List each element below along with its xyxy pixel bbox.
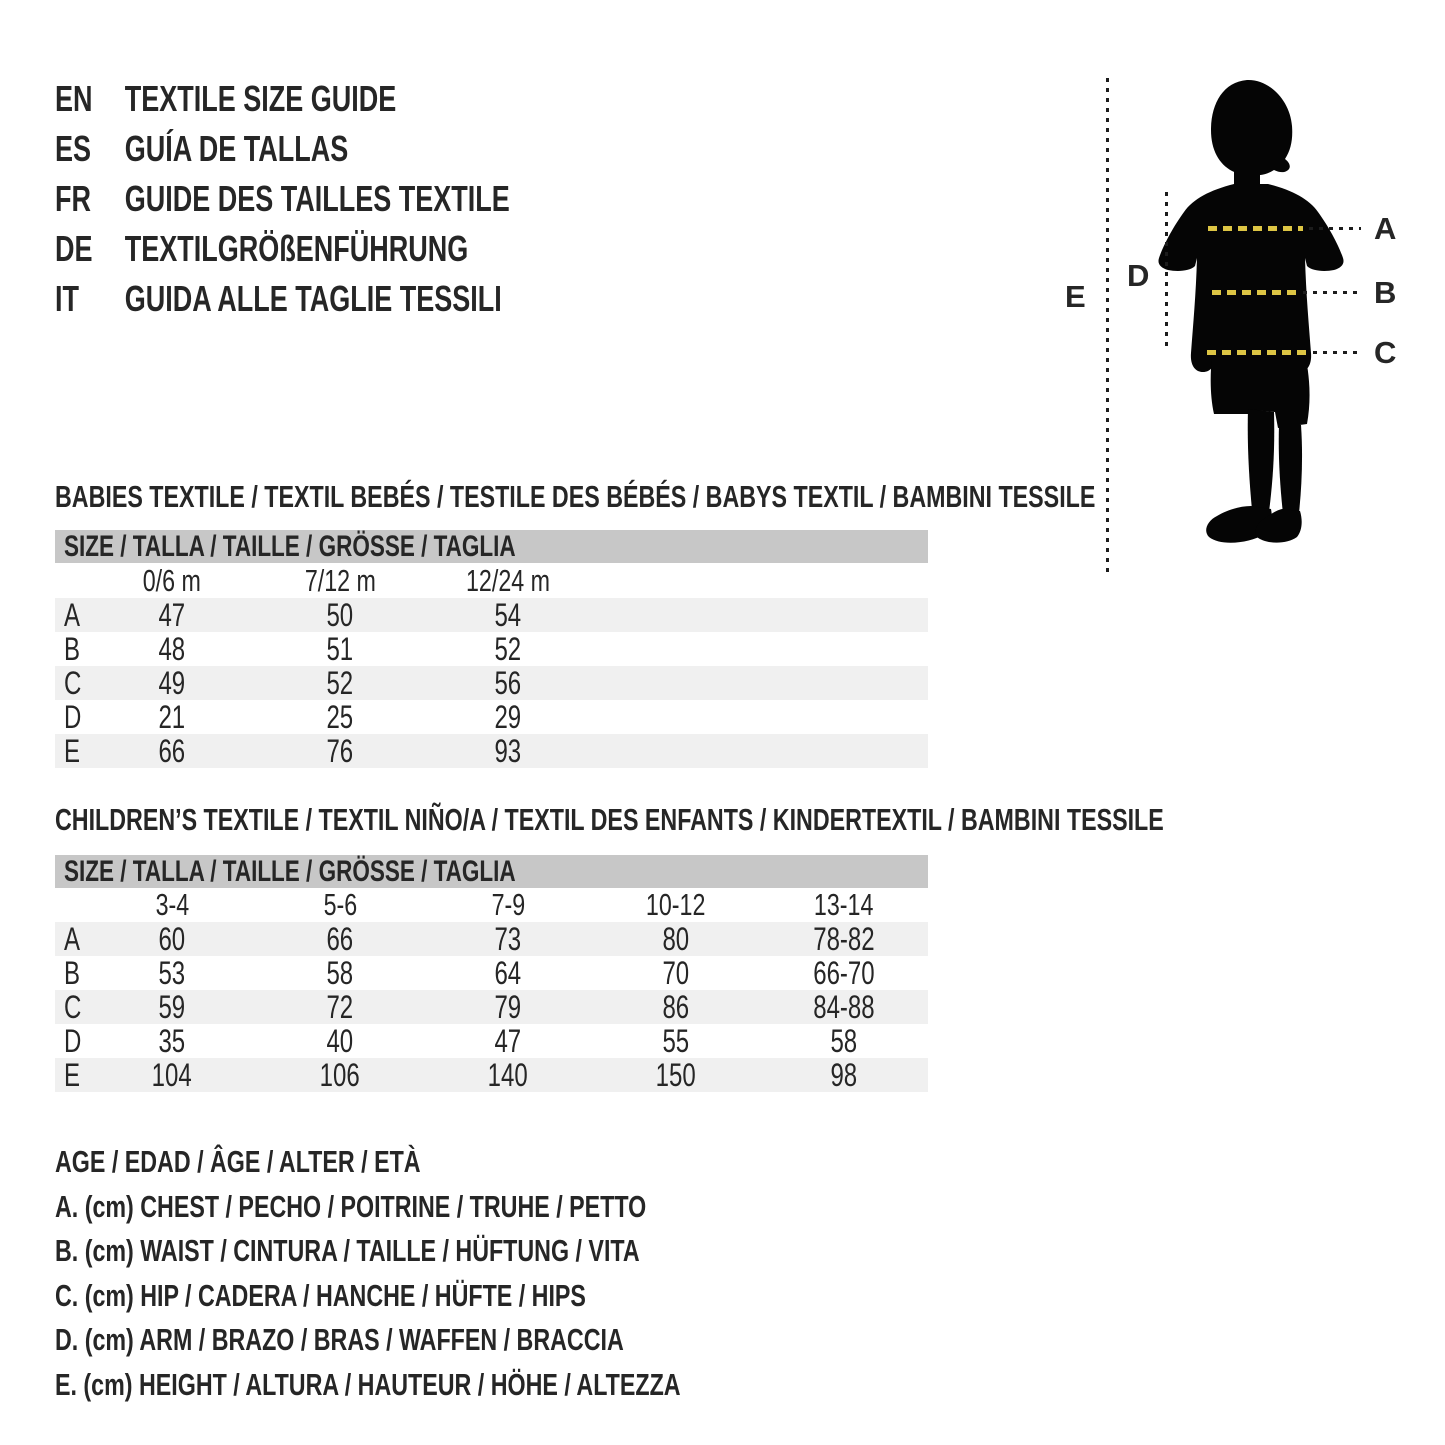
value-cell (592, 665, 760, 702)
value-cell (256, 921, 424, 958)
row-label: B (64, 954, 81, 991)
legend-line (55, 1274, 889, 1319)
row-label: D (64, 1022, 82, 1059)
language-title-line (55, 174, 661, 224)
cell-value: 35 (158, 1022, 186, 1059)
babies-column-header-row (55, 563, 928, 598)
column-header: 10-12 (646, 887, 706, 922)
value-cell (424, 597, 592, 634)
children-size-table (55, 855, 928, 1092)
guide-title: TEXTILE SIZE GUIDE (124, 78, 397, 119)
value-cell (256, 597, 424, 634)
row-label-cell (55, 989, 88, 1026)
cell-value: 73 (494, 920, 522, 957)
table-row (55, 922, 928, 956)
row-label-cell (55, 597, 88, 634)
cell-value: 52 (326, 664, 354, 701)
row-label: C (64, 664, 82, 701)
cell-value: 80 (662, 920, 690, 957)
cell-value: 58 (326, 954, 354, 991)
column-header: 12/24 m (465, 562, 550, 598)
cell-value: 140 (487, 1056, 529, 1093)
children-column-header-row (55, 888, 928, 922)
cell-value: 48 (158, 630, 186, 667)
value-cell (88, 699, 256, 736)
row-label-cell (55, 1057, 88, 1094)
babies-size-header-label: SIZE / TALLA / TAILLE / GRÖSSE / TAGLIA (64, 529, 516, 563)
value-cell (760, 955, 928, 992)
guide-title: GUÍA DE TALLAS (124, 128, 349, 169)
value-cell (760, 989, 928, 1026)
row-label-cell (55, 631, 88, 668)
value-cell (592, 597, 760, 634)
waist-dot-line-B (1303, 291, 1361, 294)
babies-size-header-bar (55, 530, 928, 563)
language-code: IT (55, 278, 79, 319)
value-cell (592, 955, 760, 992)
cell-value: 50 (326, 596, 354, 633)
cell-value: 66 (326, 920, 354, 957)
value-cell (424, 1023, 592, 1060)
cell-value: 84-88 (813, 988, 875, 1025)
cell-value: 150 (655, 1056, 697, 1093)
value-cell (424, 631, 592, 668)
value-cell (88, 1023, 256, 1060)
value-cell (760, 631, 928, 668)
value-cell (88, 1057, 256, 1094)
language-code: ES (55, 128, 92, 169)
cell-value: 98 (830, 1056, 858, 1093)
table-row (55, 666, 928, 700)
value-cell (256, 699, 424, 736)
cell-value: 86 (662, 988, 690, 1025)
legend-line-text: C. (cm) HIP / CADERA / HANCHE / HÜFTE / HIPS (55, 1277, 586, 1313)
cell-value: 106 (319, 1056, 361, 1093)
value-cell (424, 733, 592, 770)
value-cell (760, 665, 928, 702)
legend-line (55, 1185, 889, 1230)
table-row (55, 598, 928, 632)
value-cell (592, 1057, 760, 1094)
value-cell (592, 989, 760, 1026)
value-cell (256, 989, 424, 1026)
cell-value: 56 (494, 664, 522, 701)
cell-value: 104 (151, 1056, 193, 1093)
cell-value: 52 (494, 630, 522, 667)
children-section-title (55, 803, 1445, 837)
legend-line-text: D. (cm) ARM / BRAZO / BRAS / WAFFEN / BRACCIA (55, 1322, 624, 1357)
babies-section-title-text: BABIES TEXTILE / TEXTIL BEBÉS / TESTILE DES BÉBÉS / BABYS TEXTIL / BAMBINI TESSILE (55, 479, 1096, 514)
children-size-header-label: SIZE / TALLA / TAILLE / GRÖSSE / TAGLIA (64, 854, 516, 888)
value-cell (424, 665, 592, 702)
cell-value: 51 (326, 630, 354, 667)
silhouette-torso-arms (1158, 184, 1343, 372)
value-cell (760, 597, 928, 634)
cell-value: 29 (494, 698, 522, 735)
row-label-cell (55, 665, 88, 702)
legend-line (55, 1140, 889, 1185)
language-title-line (55, 224, 661, 274)
row-label: B (64, 630, 81, 667)
measure-label-B: B (1374, 275, 1397, 310)
value-cell (256, 631, 424, 668)
babies-size-table (55, 530, 928, 768)
babies-table-body (55, 598, 928, 768)
cell-value: 25 (326, 698, 354, 735)
value-cell (424, 921, 592, 958)
value-cell (592, 699, 760, 736)
value-cell (592, 733, 760, 770)
column-header: 7-9 (491, 887, 525, 922)
value-cell (592, 1023, 760, 1060)
arm-measure-line-D (1165, 192, 1168, 347)
cell-value: 58 (830, 1022, 858, 1059)
language-code: DE (55, 228, 93, 269)
value-cell (256, 1023, 424, 1060)
cell-value: 53 (158, 954, 186, 991)
legend-line-text: A. (cm) CHEST / PECHO / POITRINE / TRUHE / PETTO (55, 1188, 647, 1224)
cell-value: 55 (662, 1022, 690, 1059)
column-header: 13-14 (814, 887, 874, 922)
language-title-line (55, 74, 661, 124)
chest-dash-line-A (1208, 226, 1303, 231)
row-label: A (64, 596, 81, 633)
value-cell (760, 733, 928, 770)
legend-line-text: E. (cm) HEIGHT / ALTURA / HAUTEUR / HÖHE / ALTEZZA (55, 1366, 681, 1402)
language-title-line (55, 274, 661, 324)
column-header-cell (256, 887, 424, 923)
column-header: 3-4 (155, 887, 189, 922)
value-cell (760, 1057, 928, 1094)
value-cell (760, 921, 928, 958)
value-cell (424, 1057, 592, 1094)
language-title-block (55, 74, 661, 324)
measure-label-E: E (1065, 279, 1086, 314)
value-cell (592, 631, 760, 668)
cell-value: 79 (494, 988, 522, 1025)
value-cell (88, 955, 256, 992)
measure-label-D: D (1127, 258, 1150, 293)
column-header-cell (424, 563, 592, 599)
legend-line (55, 1229, 889, 1274)
babies-section-title (55, 480, 1442, 514)
value-cell (88, 597, 256, 634)
value-cell (424, 699, 592, 736)
guide-title: GUIDE DES TAILLES TEXTILE (124, 178, 510, 219)
row-label-cell (55, 699, 88, 736)
cell-value: 59 (158, 988, 186, 1025)
value-cell (424, 989, 592, 1026)
row-label-cell (55, 733, 88, 770)
measure-label-A: A (1374, 211, 1397, 246)
column-header-cell (88, 563, 256, 599)
value-cell (88, 631, 256, 668)
cell-value: 54 (494, 596, 522, 633)
row-label: D (64, 698, 82, 735)
hip-dot-line-C (1313, 351, 1361, 354)
measurement-legend (55, 1140, 889, 1407)
cell-value: 93 (494, 732, 522, 769)
row-label: A (64, 920, 81, 957)
column-header-cell (592, 887, 760, 923)
cell-value: 47 (158, 596, 186, 633)
row-label: C (64, 988, 82, 1025)
value-cell (760, 1023, 928, 1060)
legend-line (55, 1318, 889, 1363)
value-cell (256, 955, 424, 992)
legend-line (55, 1363, 889, 1408)
value-cell (256, 665, 424, 702)
value-cell (256, 733, 424, 770)
cell-value: 47 (494, 1022, 522, 1059)
cell-value: 78-82 (813, 920, 875, 957)
column-header: 5-6 (323, 887, 357, 922)
cell-value: 21 (158, 698, 186, 735)
column-header-cell (760, 887, 928, 923)
column-header-cell (88, 887, 256, 923)
value-cell (592, 921, 760, 958)
row-label-cell (55, 1023, 88, 1060)
column-header: 0/6 m (142, 562, 202, 598)
legend-line-text: AGE / EDAD / ÂGE / ALTER / ETÀ (55, 1144, 421, 1179)
children-table-body (55, 922, 928, 1092)
cell-value: 72 (326, 988, 354, 1025)
cell-value: 66 (158, 732, 186, 769)
language-code: FR (55, 178, 91, 219)
cell-value: 40 (326, 1022, 354, 1059)
children-section-title-text: CHILDREN’S TEXTILE / TEXTIL NIÑO/A / TEXTIL DES ENFANTS / KINDERTEXTIL / BAMBINI TESSILE (55, 802, 1164, 837)
value-cell (424, 955, 592, 992)
cell-value: 66-70 (813, 954, 875, 991)
value-cell (88, 733, 256, 770)
value-cell (88, 921, 256, 958)
table-row (55, 956, 928, 990)
table-row (55, 1024, 928, 1058)
column-header: 7/12 m (304, 562, 376, 598)
column-header-cell (424, 887, 592, 923)
table-row (55, 990, 928, 1024)
guide-title: TEXTILGRÖßENFÜHRUNG (124, 228, 469, 269)
row-label: E (64, 732, 81, 769)
language-title-line (55, 124, 661, 174)
chest-dot-line-A (1309, 227, 1361, 230)
child-silhouette-figure (1150, 60, 1400, 600)
column-header-cell (256, 563, 424, 599)
measure-label-C: C (1374, 335, 1397, 370)
table-row (55, 734, 928, 768)
waist-dash-line-B (1212, 290, 1297, 295)
value-cell (88, 665, 256, 702)
row-label: E (64, 1056, 81, 1093)
value-cell (256, 1057, 424, 1094)
value-cell (88, 989, 256, 1026)
cell-value: 60 (158, 920, 186, 957)
guide-title: GUIDA ALLE TAGLIE TESSILI (124, 278, 502, 319)
cell-value: 70 (662, 954, 690, 991)
table-row (55, 700, 928, 734)
legend-line-text: B. (cm) WAIST / CINTURA / TAILLE / HÜFTUNG / VITA (55, 1233, 640, 1268)
language-code: EN (55, 78, 93, 119)
children-size-header-bar (55, 855, 928, 888)
value-cell (760, 699, 928, 736)
cell-value: 76 (326, 732, 354, 769)
table-row (55, 632, 928, 666)
hip-dash-line-C (1207, 350, 1307, 355)
table-row (55, 1058, 928, 1092)
cell-value: 64 (494, 954, 522, 991)
row-label-cell (55, 955, 88, 992)
cell-value: 49 (158, 664, 186, 701)
row-label-cell (55, 921, 88, 958)
